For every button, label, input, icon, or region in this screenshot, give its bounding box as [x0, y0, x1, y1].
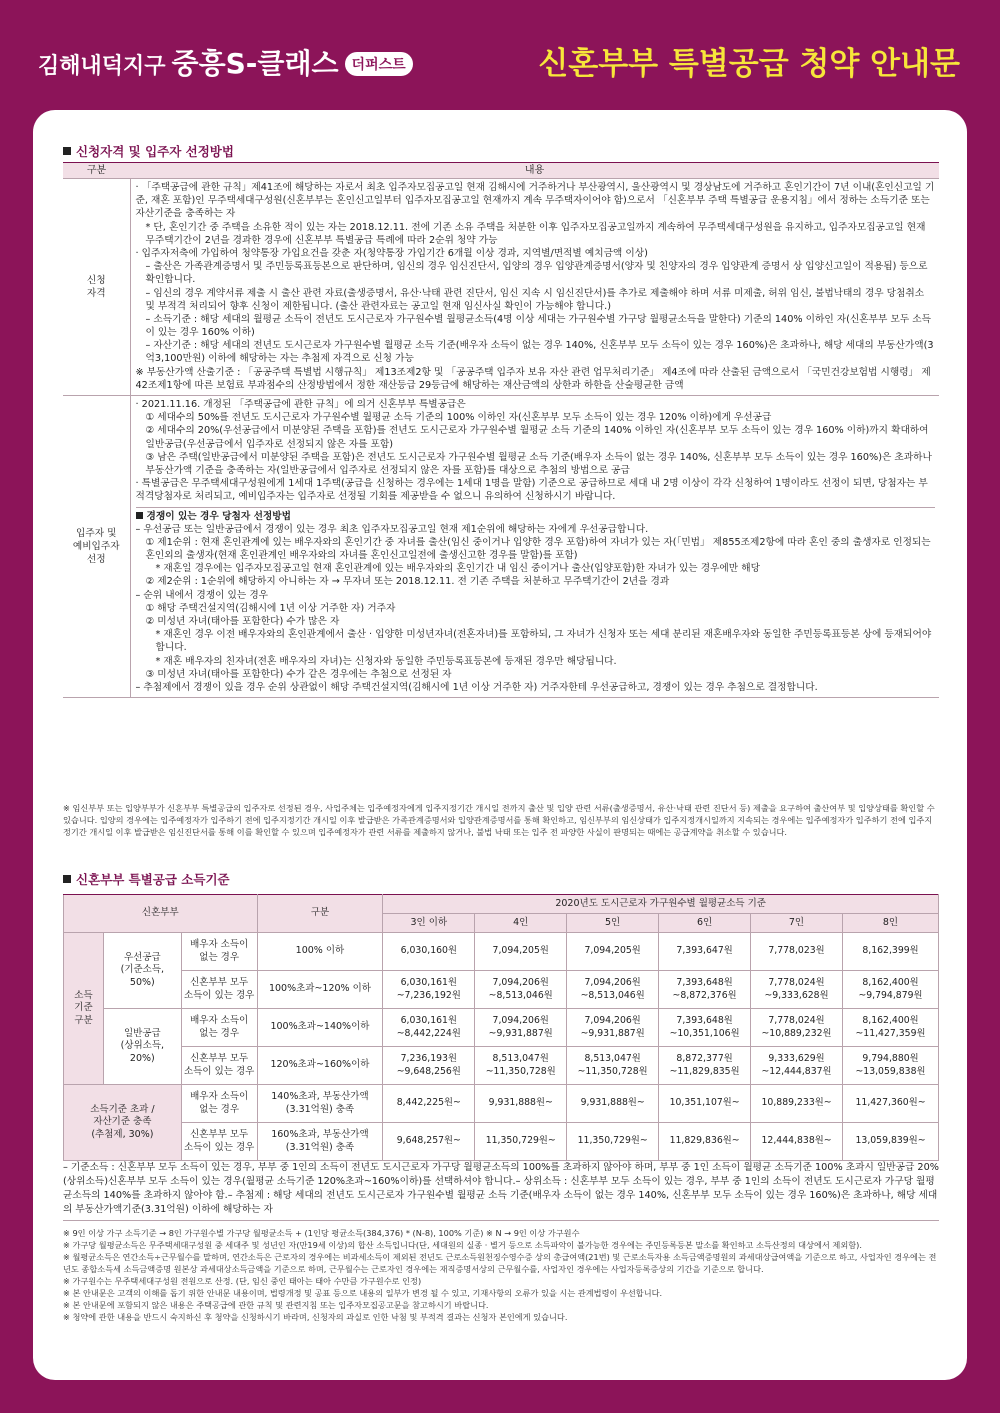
income-type: 배우자 소득이 없는 경우 [181, 1085, 257, 1123]
income-value: 6,030,161원 ~7,236,192원 [383, 971, 475, 1009]
income-value: 7,094,206원 ~8,513,046원 [567, 971, 659, 1009]
income-row [64, 971, 939, 1009]
income-value: 10,889,233원~ [751, 1085, 843, 1123]
eligibility-table [63, 162, 939, 698]
income-value: 7,778,023원 [751, 933, 843, 971]
income-table [63, 894, 939, 1161]
income-value: 7,094,205원 [567, 933, 659, 971]
income-explain: – 기준소득 : 신혼부부 모두 소득이 있는 경우, 부부 중 1인의 소득이 전년도 도시근로자 가구당 월평균소득의 100%를 초과하지 않아야 하며, 부부 중 1인 소득이 월평균 소득기준 100% 초과시 일반공급 20%(상위소득)신혼부부 모두 소득이 있는 경우(월평균 소득기준 120%초과~160%이하)를 선택하셔야 합니다.– 상위소득 : 신혼부부 모두 소득이 있는 경우, 부부 중 1인의 소득이 전년도 도시근로자 가구당 월평균소득의 140%를 초과하지 않아야 함.– 추첨제 : 해당 세대의 전년도 도시근로자 가구원수별 월평균 소득 기준(배우자 소득이 없는 경우 140%, 신혼부부 모두 소득이 있는 경우 160%)은 초과하나, 해당 세대의 부동산가액기준(3.31억원) 이하에 해당하는 자 [63, 1161, 939, 1221]
income-value: 8,162,400원 ~9,794,879원 [842, 971, 938, 1009]
income-row [64, 933, 939, 971]
col-category-header: 구분 [63, 163, 130, 179]
head-col: 7인 [751, 914, 843, 933]
eligibility-content: · 「주택공급에 관한 규칙」제41조에 해당하는 자로서 최초 입주자모집공고일 현재 김해시에 거주하거나 부산광역시, 울산광역시 및 경상남도에 거주하고 혼인기간이 7년 이내(혼인신고일 기준, 재혼 포함)인 무주택세대구성원(신혼부부는 혼인신고일부터 입주자모집공고일 현재까지 계속 무주택자이어야 함)으로서 「신혼부부 주택 특별공급 운용지침」에서 정하는 소득기준 또는 자산기준을 충족하는 자 * 단, 혼인기간 중 주택을 소유한 적이 있는 자는 2018.12.11. 전에 기존 소유 주택을 처분한 이후 입주자모집공고일까지 계속하여 무주택세대구성원을 유지하고, 입주자모집공고일 현재 무주택기간이 2년을 경과한 경우에 신혼부부 특별공급 특례에 따라 2순위 청약 가능 · 입주자저축에 가입하여 청약통장 가입요건을 갖춘 자(청약통장 가입기간 6개월 이상 경과, 지역별/면적별 예치금액 이상) – 출산은 가족관계증명서 및 주민등록표등본으로 판단하며, 임신의 경우 임신진단서, 입양의 경우 입양관계증명서(양자 및 친양자의 경우 입양관계 증명서 상 입양신고일이 적용됨) 등으로 확인합니다. – 임신의 경우 계약서류 제출 시 출산 관련 자료(출생증명서, 유산·낙태 관련 진단서, 임신 지속 시 임신진단서)를 추가로 제출해야 하며 서류 미제출, 허위 임신, 불법낙태의 경우 당첨취소 및 부적격 처리되어 향후 신청이 제한됩니다. (출산 관련자료는 공고일 현재 임신사실 확인이 가능해야 합니다.) – 소득기준 : 해당 세대의 월평균 소득이 전년도 도시근로자 가구원수별 월평균소득(4명 이상 세대는 가구원수별 가구당 월평균소득을 말한다) 기준의 140% 이하인 자(신혼부부 모두 소득이 있는 경우 160% 이하) – 자산기준 : 해당 세대의 전년도 도시근로자 가구원수별 월평균 소득 기준(배우자 소득이 없는 경우 140%, 신혼부부 모두 소득이 있는 경우 160%)은 초과하나, 해당 세대의 부동산가액(3억3,100만원) 이하에 해당하는 자는 추첨제 자격으로 신청 가능 ※ 부동산가액 산출기준 : 「공공주택 특별법 시행규칙」 제13조제2항 및 「공공주택 입주자 보유 자산 관련 업무처리기준」 제4조에 따라 산출된 금액으로서 「국민건강보험법 시행령」 제42조제1항에 따른 보험료 부과점수의 산정방법에서 정한 재산등급 29등급에 해당하는 재산금액의 상한과 하한을 산술평균한 금액 [130, 179, 939, 396]
income-range: 120%초과~160%이하 [257, 1047, 383, 1085]
section1-footnote: ※ 임신부부 또는 입양부부가 신혼부부 특별공급의 입주자로 선정된 경우, 사업주체는 입주예정자에게 입주지정기간 개시일 전까지 출산 및 입양 관련 서류(출생증명서, 유산·낙태 관련 진단서 등) 제출을 요구하여 출산여부 및 입양상태를 확인할 수 있습니다. 입양의 경우에는 입주예정자가 입주하기 전에 입주지정기간 개시일 이후 발급받은 가족관계증명서와 입양관계증명서를 통해 확인하고, 임신부부의 임신상태가 입주지정개시일까지 지속되는 경우에는 입주예정자가 입주하기 전에 입주지정기간 개시일 이후 발급받은 임신진단서를 통해 이를 확인할 수 있으며 입주예정자가 관련 서류를 제출하지 않거나, 불법 낙태 또는 입주 전 파양한 사실이 판명되는 때에는 공급계약을 취소할 수 있습니다. [63, 803, 935, 838]
income-row [64, 1047, 939, 1085]
income-value: 11,427,360원~ [842, 1085, 938, 1123]
head-col: 3인 이하 [383, 914, 475, 933]
income-type: 배우자 소득이 없는 경우 [181, 933, 257, 971]
income-range: 140%초과, 부동산가액 (3.31억원) 충족 [257, 1085, 383, 1123]
income-type: 신혼부부 모두 소득이 있는 경우 [181, 971, 257, 1009]
brand-location: 김해내덕지구 [38, 54, 166, 79]
competition-subhead: 경쟁이 있는 경우 당첨자 선정방법 [136, 507, 936, 523]
income-value: 8,162,399원 [842, 933, 938, 971]
income-value: 8,513,047원 ~11,350,728원 [567, 1047, 659, 1085]
group-priority: 우선공급 (기준소득, 50%) [103, 933, 181, 1009]
income-outer-label: 소득 기준 구분 [64, 933, 104, 1085]
income-value: 11,829,836원~ [659, 1123, 751, 1161]
group-lottery: 소득기준 초과 / 자산기준 충족 (추첨제, 30%) [64, 1085, 182, 1161]
page-header [0, 0, 1000, 110]
income-value: 7,778,024원 ~9,333,628원 [751, 971, 843, 1009]
brand-tag: 더퍼스트 [345, 52, 413, 76]
brand-logo [38, 42, 413, 82]
head-col: 4인 [475, 914, 567, 933]
income-value: 12,444,838원~ [751, 1123, 843, 1161]
group-general: 일반공급 (상위소득, 20%) [103, 1009, 181, 1085]
section1-title: 신청자격 및 입주자 선정방법 [63, 142, 234, 160]
head-category: 구분 [257, 895, 383, 933]
income-value: 7,393,648원 ~10,351,106원 [659, 1009, 751, 1047]
income-value: 9,333,629원 ~12,444,837원 [751, 1047, 843, 1085]
notice-card [33, 110, 967, 1380]
income-value: 6,030,160원 [383, 933, 475, 971]
income-value: 9,931,888원~ [567, 1085, 659, 1123]
page-title: 신혼부부 특별공급 청약 안내문 [538, 46, 960, 82]
income-value: 7,778,024원 ~10,889,232원 [751, 1009, 843, 1047]
eligibility-row [63, 179, 939, 396]
income-range: 100% 이하 [257, 933, 383, 971]
income-type: 배우자 소득이 없는 경우 [181, 1009, 257, 1047]
head-col: 5인 [567, 914, 659, 933]
income-range: 100%초과~140%이하 [257, 1009, 383, 1047]
income-value: 9,931,888원~ [475, 1085, 567, 1123]
selection-content: · 2021.11.16. 개정된 「주택공급에 관한 규칙」에 의거 신혼부부 특별공급은 ① 세대수의 50%를 전년도 도시근로자 가구원수별 월평균 소득 기준의 100% 이하인 자(신혼부부 모두 소득이 있는 경우 120% 이하)에게 우선공급 ② 세대수의 20%(우선공급에서 미분양된 주택을 포함)를 전년도 도시근로자 가구원수별 월평균 소득 기준의 140% 이하인 자(신혼부부 모두 소득이 있는 경우 160% 이하)까지 확대하여 일반공급(우선공급에서 입주자로 선정되지 않은 자를 포함) ③ 남은 주택(일반공급에서 미분양된 주택을 포함)은 전년도 도시근로자 가구원수별 월평균 소득 기준(배우자 소득이 없는 경우 140%, 신혼부부 모두 소득이 있는 경우 160%)은 초과하나 부동산가액 기준을 충족하는 자(일반공급에서 입주자로 선정되지 않은 자를 포함)를 대상으로 추첨의 방법으로 공급 · 특별공급은 무주택세대구성원에게 1세대 1주택(공급을 신청하는 경우에는 1세대 1명을 말함) 기준으로 공급하므로 세대 내 2명 이상이 각각 신청하여 1명이라도 선정이 되면, 당첨자는 부적격당첨자로 처리되고, 예비입주자는 입주자로 선정될 기회를 제공받을 수 없으니 유의하여 신청하시기 바랍니다. 경쟁이 있는 경우 당첨자 선정방법 – 우선공급 또는 일반공급에서 경쟁이 있는 경우 최초 입주자모집공고일 현재 제1순위에 해당하는 자에게 우선공급합니다. ① 제1순위 : 현재 혼인관계에 있는 배우자와의 혼인기간 중 자녀를 출산(임신 중이거나 입양한 경우 포함)하여 자녀가 있는 자(「민법」 제855조제2항에 따라 혼인 중의 출생자로 인정되는 혼인외의 출생자(현재 혼인관계인 배우자와의 자녀를 혼인신고일전에 출생신고한 경우를 말함)를 포함) * 재혼일 경우에는 입주자모집공고일 현재 혼인관계에 있는 배우자와의 혼인기간 내 임신 중이거나 출산(입양포함)한 자녀가 있는 경우에만 해당 ② 제2순위 : 1순위에 해당하지 아니하는 자 → 무자녀 또는 2018.12.11. 전 기존 주택을 처분하고 무주택기간이 2년을 경과 – 순위 내에서 경쟁이 있는 경우 ① 해당 주택건설지역(김해시에 1년 이상 거주한 자) 거주자 ② 미성년 자녀(태아를 포함한다) 수가 많은 자 * 재혼인 경우 이전 배우자와의 혼인관계에서 출산 · 입양한 미성년자녀(전혼자녀)를 포함하되, 그 자녀가 신청자 또는 세대 분리된 재혼배우자와 동일한 주민등록표등본 상에 등재되어야 합니다. * 재혼 배우자의 친자녀(전혼 배우자의 자녀)는 신청자와 동일한 주민등록표등본에 등재된 경우만 해당됩니다. ③ 미성년 자녀(태아를 포함한다) 수가 같은 경우에는 추첨으로 선정된 자 – 추첨제에서 경쟁이 있을 경우 순위 상관없이 해당 주택건설지역(김해시에 1년 이상 거주한 자) 거주자한테 우선공급하고, 경쟁이 있는 경우 추첨으로 결정합니다. [130, 396, 939, 698]
income-value: 7,393,647원 [659, 933, 751, 971]
income-value: 13,059,839원~ [842, 1123, 938, 1161]
income-value: 7,094,205원 [475, 933, 567, 971]
income-value: 11,350,729원~ [475, 1123, 567, 1161]
income-value: 9,794,880원 ~13,059,838원 [842, 1047, 938, 1085]
income-value: 7,236,193원 ~9,648,256원 [383, 1047, 475, 1085]
income-value: 8,513,047원 ~11,350,728원 [475, 1047, 567, 1085]
income-value: 8,162,400원 ~11,427,359원 [842, 1009, 938, 1047]
income-type: 신혼부부 모두 소득이 있는 경우 [181, 1123, 257, 1161]
section2-title: 신혼부부 특별공급 소득기준 [63, 870, 230, 888]
head-col: 8인 [842, 914, 938, 933]
income-value: 7,393,648원 ~8,872,376원 [659, 971, 751, 1009]
income-value: 10,351,107원~ [659, 1085, 751, 1123]
income-value: 7,094,206원 ~9,931,887원 [567, 1009, 659, 1047]
income-row [64, 1123, 939, 1161]
income-row [64, 1009, 939, 1047]
income-value: 7,094,206원 ~8,513,046원 [475, 971, 567, 1009]
income-value: 9,648,257원~ [383, 1123, 475, 1161]
head-col: 6인 [659, 914, 751, 933]
income-range: 100%초과~120% 이하 [257, 971, 383, 1009]
income-value: 8,872,377원 ~11,829,835원 [659, 1047, 751, 1085]
income-range: 160%초과, 부동산가액 (3.31억원) 충족 [257, 1123, 383, 1161]
row-label-eligibility: 신청 자격 [63, 179, 130, 396]
row-label-selection: 입주자 및 예비입주자 선정 [63, 396, 130, 698]
income-value: 8,442,225원~ [383, 1085, 475, 1123]
col-content-header: 내용 [130, 163, 939, 179]
income-value: 6,030,161원 ~8,442,224원 [383, 1009, 475, 1047]
income-row [64, 1085, 939, 1123]
income-value: 7,094,206원 ~9,931,887원 [475, 1009, 567, 1047]
income-value: 11,350,729원~ [567, 1123, 659, 1161]
brand-name: 중흥S-클래스 [171, 47, 339, 80]
head-super: 2020년도 도시근로자 가구원수별 월평균소득 기준 [383, 895, 939, 914]
selection-row [63, 396, 939, 698]
income-type: 신혼부부 모두 소득이 있는 경우 [181, 1047, 257, 1085]
section2-notes: ※ 9인 이상 가구 소득기준 → 8인 가구원수별 가구당 월평균소득 + (1인당 평균소득(384,376) * (N-8), 100% 기준) ※ N → 9인 이상 가구원수 ※ 가구당 월평균소득은 무주택세대구성원 중 세대주 및 성년인 자(만19세 이상)의 합산 소득입니다(단, 세대원의 실종 · 별거 등으로 소득파악이 불가능한 경우에는 주민등록등본 말소를 확인하고 소득산정의 대상에서 제외함). ※ 월평균소득은 연간소득÷근무월수를 말하며, 연간소득은 근로자의 경우에는 비과세소득이 제외된 전년도 근로소득원천징수영수증 상의 총급여액(21번) 및 근로소득자용 소득금액증명원의 과세대상급여액을 기준으로 하고, 사업자인 경우에는 전년도 종합소득세 소득금액증명 원본상 과세대상소득금액을 기준으로 하며, 근무월수는 근로자인 경우에는 재직증명서상의 근무월수를, 사업자인 경우에는 사업자등록증상의 기간을 기준으로 합니다. ※ 가구원수는 무주택세대구성원 전원으로 산정. (단, 임신 중인 태아는 태아 수만큼 가구원수로 인정) ※ 본 안내문은 고객의 이해를 돕기 위한 안내문 내용이며, 법령개정 및 공표 등으로 내용의 일부가 변경 될 수 있고, 기재사항의 오류가 있을 시는 관계법령이 우선합니다. ※ 본 안내문에 포함되지 않은 내용은 주택공급에 관한 규칙 및 관련지침 또는 입주자모집공고문을 참고하시기 바랍니다. ※ 청약에 관한 내용을 반드시 숙지하신 후 청약을 신청하시기 바라며, 신청자의 과실로 인한 낙첨 및 부적격 결과는 신청자 본인에게 있습니다. [63, 1228, 937, 1323]
head-couple: 신혼부부 [64, 895, 258, 933]
